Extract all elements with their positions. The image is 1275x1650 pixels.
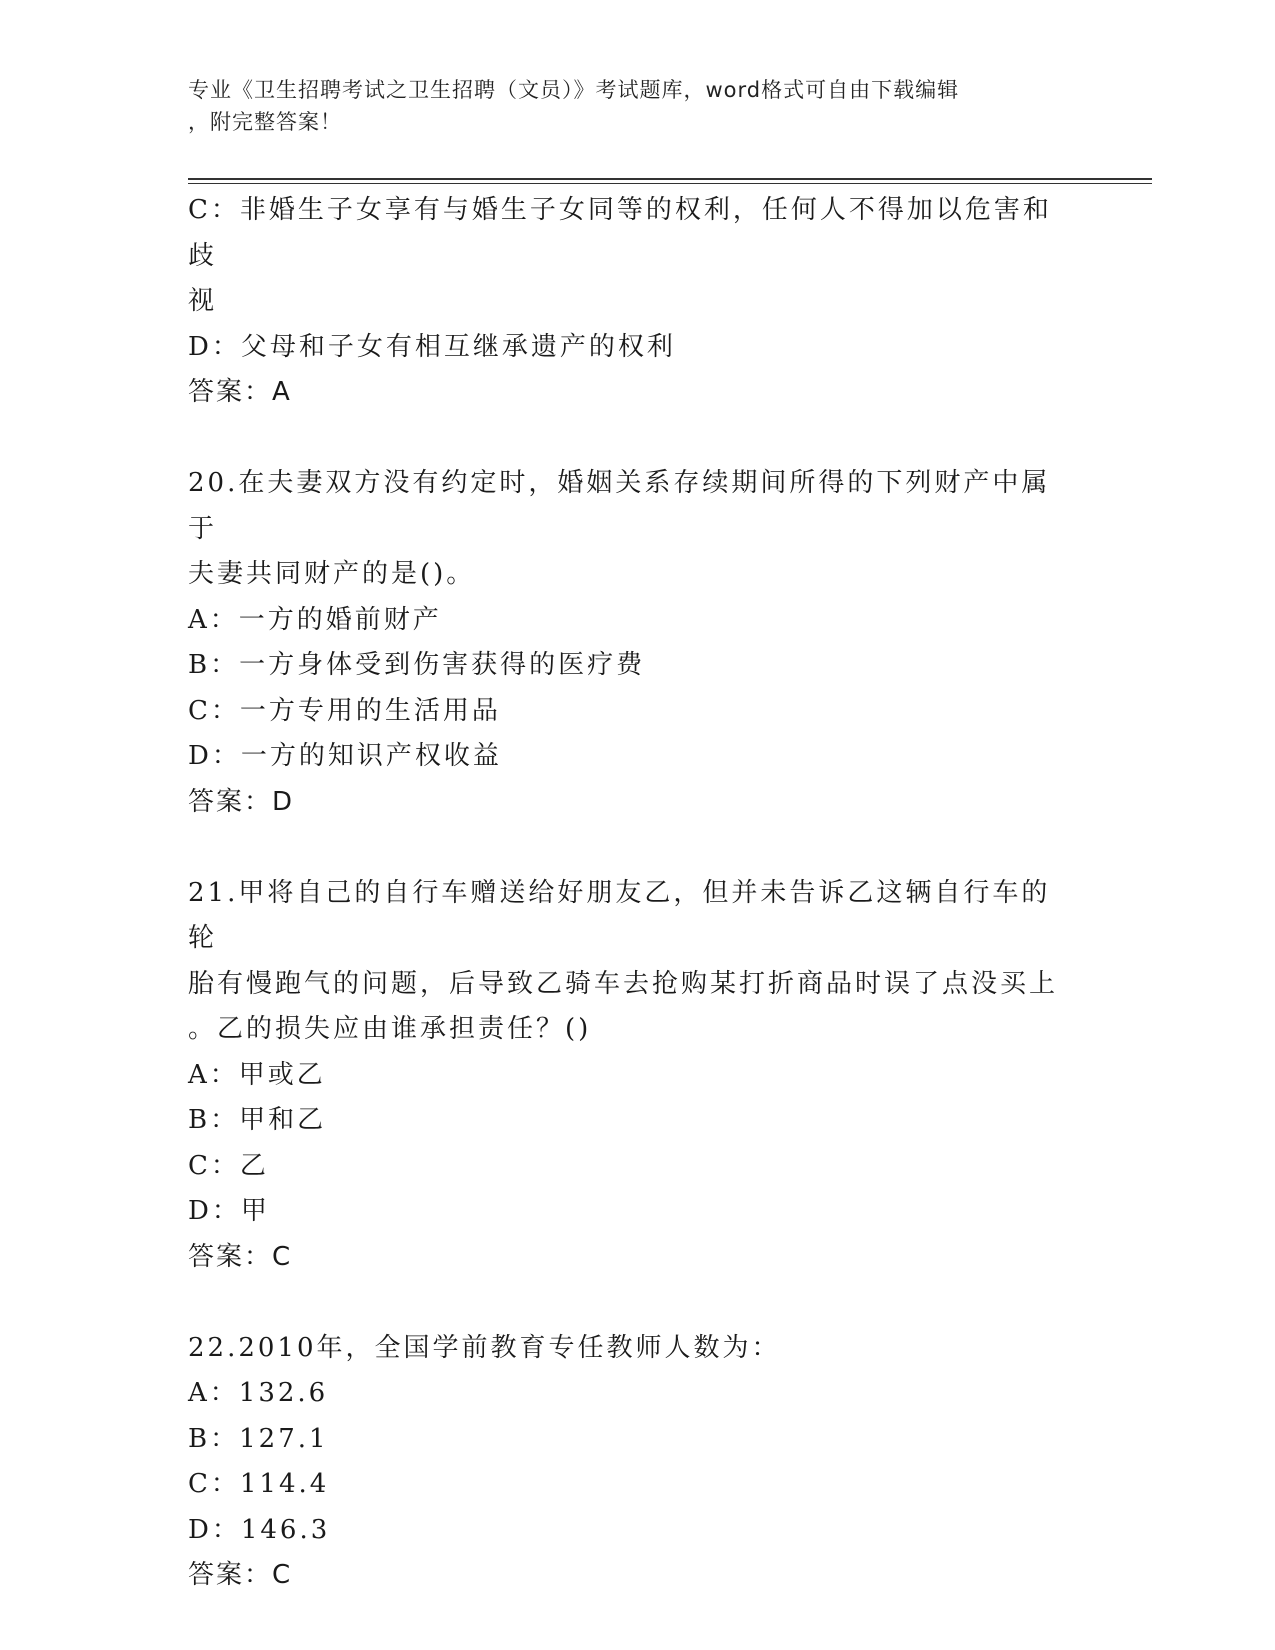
answer-line: 答案：C bbox=[188, 1560, 293, 1590]
question-stem-line-1: 22.2010年，全国学前教育专任教师人数为： bbox=[188, 1332, 781, 1363]
option-d: D：父母和子女有相互继承遗产的权利 bbox=[188, 331, 676, 362]
option-a: A：一方的婚前财产 bbox=[188, 604, 442, 635]
option-c: C：乙 bbox=[188, 1150, 269, 1181]
spacer bbox=[188, 416, 1068, 462]
question-block-19 bbox=[188, 188, 1068, 416]
option-a: A：甲或乙 bbox=[188, 1059, 326, 1090]
option-d: D：甲 bbox=[188, 1196, 270, 1226]
option-c-line-2: 视 bbox=[188, 286, 218, 316]
spacer bbox=[188, 825, 1068, 871]
question-stem-line-1: 20.在夫妻双方没有约定时，婚姻关系存续期间所得的下列财产中属于 bbox=[188, 468, 1051, 544]
option-d: D：一方的知识产权收益 bbox=[188, 741, 502, 771]
option-b: B：一方身体受到伤害获得的医疗费 bbox=[188, 650, 646, 680]
header-divider-thin bbox=[188, 183, 1152, 184]
question-stem-line-3: 。乙的损失应由谁承担责任？() bbox=[188, 1014, 592, 1044]
header-line-1: 专业《卫生招聘考试之卫生招聘（文员）》考试题库，word格式可自由下载编辑 bbox=[188, 78, 960, 102]
option-c-line-1: C：非婚生子女享有与婚生子女同等的权利，任何人不得加以危害和歧 bbox=[188, 195, 1052, 271]
question-block-20 bbox=[188, 461, 1068, 825]
question-stem-line-1: 21.甲将自己的自行车赠送给好朋友乙，但并未告诉乙这辆自行车的轮 bbox=[188, 877, 1051, 953]
option-b: B：127.1 bbox=[188, 1423, 329, 1454]
header-divider-thick bbox=[188, 178, 1152, 180]
option-a: A：132.6 bbox=[188, 1378, 329, 1408]
question-stem-line-2: 胎有慢跑气的问题，后导致乙骑车去抢购某打折商品时误了点没买上 bbox=[188, 968, 1059, 999]
header-line-2: ，附完整答案！ bbox=[188, 110, 342, 134]
spacer bbox=[188, 1280, 1068, 1326]
option-c: C：114.4 bbox=[188, 1469, 330, 1499]
option-d: D：146.3 bbox=[188, 1514, 331, 1545]
option-b: B：甲和乙 bbox=[188, 1105, 327, 1135]
question-stem-line-2: 夫妻共同财产的是()。 bbox=[188, 559, 476, 589]
answer-line: 答案：D bbox=[188, 786, 295, 817]
answer-line: 答案：C bbox=[188, 1241, 293, 1272]
option-c: C：一方专用的生活用品 bbox=[188, 695, 501, 726]
question-block-21 bbox=[188, 871, 1068, 1281]
answer-line: 答案：A bbox=[188, 377, 292, 407]
question-block-22 bbox=[188, 1326, 1068, 1599]
document-header bbox=[188, 74, 1068, 138]
question-list bbox=[188, 188, 1068, 1599]
